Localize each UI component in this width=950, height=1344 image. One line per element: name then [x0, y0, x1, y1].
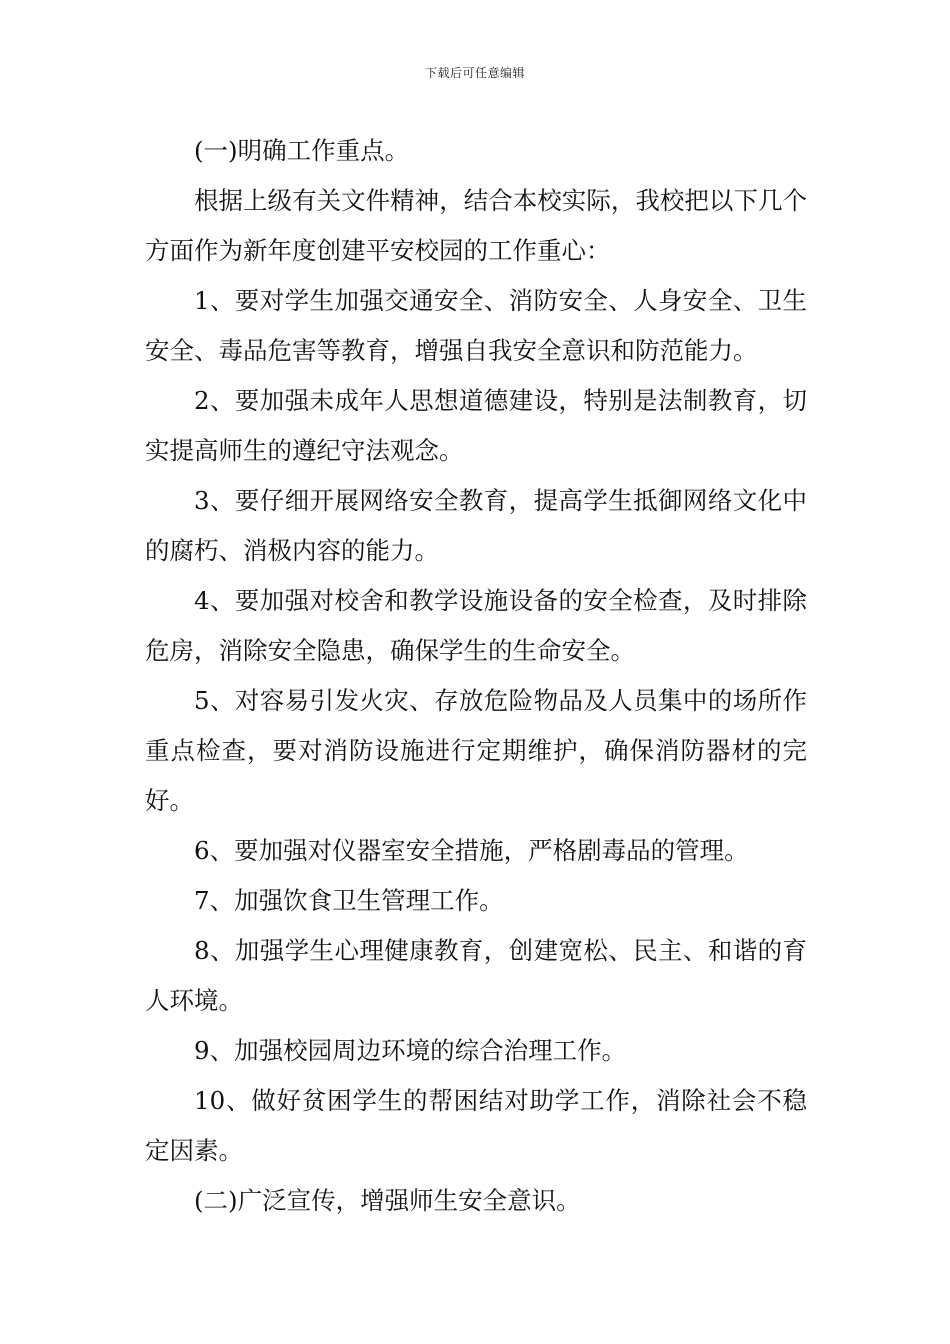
list-item-7: 7、加强饮食卫生管理工作。 [194, 886, 504, 915]
list-item-8: 8、加强学生心理健康教育，创建宽松、民主、和谐的育人环境。 [145, 936, 807, 1015]
list-item-1: 1、要对学生加强交通安全、消防安全、人身安全、卫生安全、毒品危害等教育，增强自我安全意识和防范能力。 [145, 286, 807, 365]
list-item-6: 6、要加强对仪器室安全措施，严格剧毒品的管理。 [194, 836, 749, 865]
section-heading-2: (二)广泛宣传，增强师生安全意识。 [194, 1186, 581, 1215]
section-heading-1: (一)明确工作重点。 [194, 136, 410, 165]
list-item-10: 10、做好贫困学生的帮困结对助学工作，消除社会不稳定因素。 [145, 1086, 807, 1165]
page-header: 下载后可任意编辑 [424, 66, 525, 80]
list-item-9: 9、加强校园周边环境的综合治理工作。 [194, 1036, 627, 1065]
document-body [145, 126, 807, 1226]
list-item-2: 2、要加强未成年人思想道德建设，特别是法制教育，切实提高师生的遵纪守法观念。 [145, 386, 807, 465]
list-item-4: 4、要加强对校舍和教学设施设备的安全检查，及时排除危房，消除安全隐患，确保学生的生命安全。 [145, 586, 807, 665]
list-item-3: 3、要仔细开展网络安全教育，提高学生抵御网络文化中的腐朽、消极内容的能力。 [145, 486, 807, 565]
intro-paragraph: 根据上级有关文件精神，结合本校实际，我校把以下几个方面作为新年度创建平安校园的工作重心： [145, 186, 807, 265]
list-item-5: 5、对容易引发火灾、存放危险物品及人员集中的场所作重点检查，要对消防设施进行定期维护，确保消防器材的完好。 [145, 686, 807, 815]
